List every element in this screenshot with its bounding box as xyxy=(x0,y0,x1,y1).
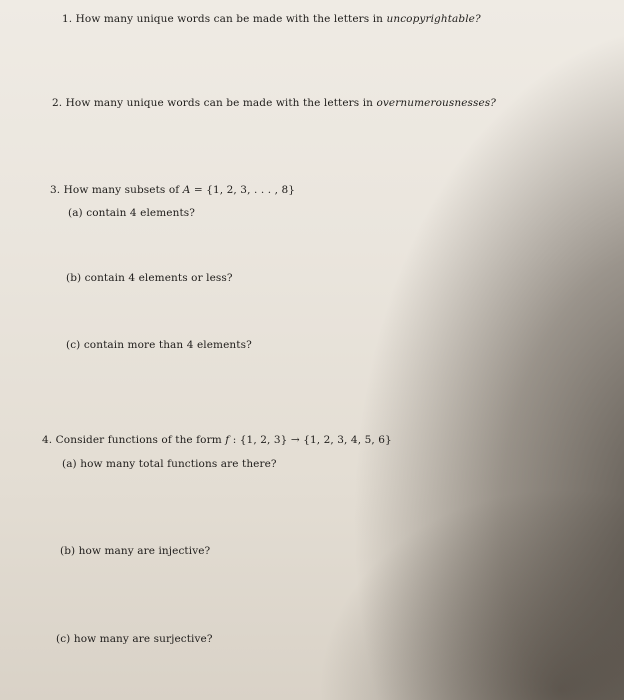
question-3-text: How many subsets of xyxy=(63,184,180,196)
question-2-number: 2. xyxy=(52,97,63,109)
question-1-text: How many unique words can be made with the letters in xyxy=(75,13,384,25)
question-3a-text: contain 4 elements? xyxy=(86,207,195,219)
question-2 xyxy=(52,97,496,109)
question-3-var: A xyxy=(182,184,191,196)
question-3a-label: (a) xyxy=(68,207,83,219)
question-2-word: overnumerousnesses? xyxy=(376,97,497,109)
question-4a xyxy=(62,458,277,470)
question-3a xyxy=(68,207,195,219)
question-3b xyxy=(66,272,233,284)
question-3c-label: (c) xyxy=(66,339,81,351)
question-1 xyxy=(62,13,481,25)
question-1-word: uncopyrightable? xyxy=(386,13,481,25)
question-4 xyxy=(42,434,392,446)
question-4a-label: (a) xyxy=(62,458,77,470)
question-4-number: 4. xyxy=(42,434,53,446)
question-4c-label: (c) xyxy=(56,633,71,645)
question-3-number: 3. xyxy=(50,184,61,196)
question-4c xyxy=(56,633,213,645)
question-4b-text: how many are injective? xyxy=(78,545,211,557)
question-4-text: Consider functions of the form xyxy=(55,434,222,446)
question-3b-text: contain 4 elements or less? xyxy=(84,272,233,284)
question-4-var: f xyxy=(225,434,230,446)
question-3b-label: (b) xyxy=(66,272,82,284)
question-3 xyxy=(50,184,295,196)
question-4c-text: how many are surjective? xyxy=(73,633,213,645)
question-3-set: = {1, 2, 3, . . . , 8} xyxy=(193,184,296,196)
question-2-text: How many unique words can be made with the letters in xyxy=(65,97,374,109)
question-3c-text: contain more than 4 elements? xyxy=(83,339,252,351)
question-4b-label: (b) xyxy=(60,545,76,557)
question-4-mapping: : {1, 2, 3} → {1, 2, 3, 4, 5, 6} xyxy=(232,434,392,446)
question-4a-text: how many total functions are there? xyxy=(80,458,277,470)
question-4b xyxy=(60,545,210,557)
question-3c xyxy=(66,339,252,351)
question-1-number: 1. xyxy=(62,13,73,25)
